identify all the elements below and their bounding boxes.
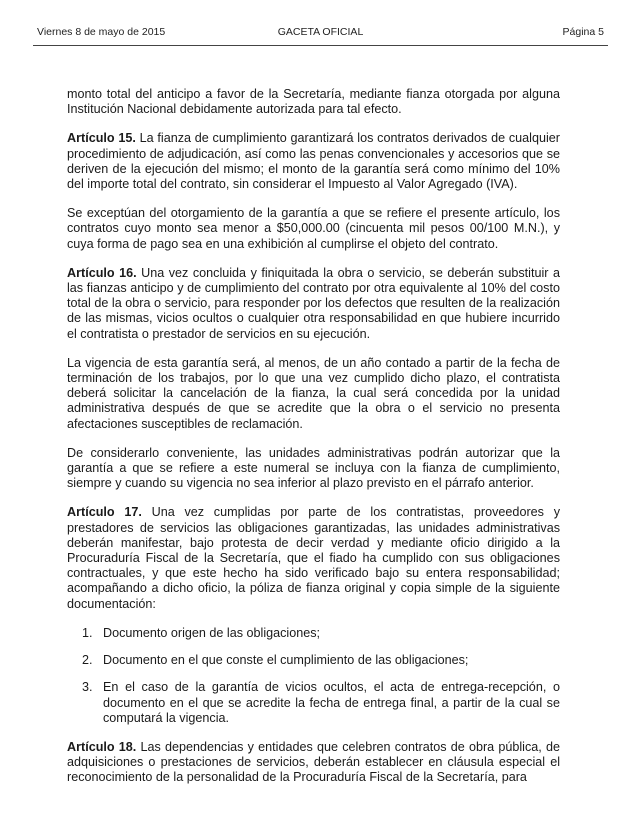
list-item-text: En el caso de la garantía de vicios ocultos, el acta de entrega-recepción, o documento en el que se acredite la fecha de entrega final, a partir de la cual se computará la vigencia.	[103, 680, 560, 725]
list-item	[67, 653, 560, 668]
article-17-title: Artículo 17.	[67, 505, 142, 520]
article-17-text: Una vez cumplidas por parte de los contratistas, proveedores y prestadores de servicios las obligaciones garantizadas, las unidades administrativas deberán manifestar, bajo protesta de decir verdad y mediante oficio dirigido a la Procuraduría Fiscal de la Secretaría, que el fiado ha cumplido con sus obligaciones contractuales, y que este hecho ha sido verificado bajo su entera responsabilidad; acompañando a dicho oficio, la póliza de fianza original y copia simple de la siguiente documentación:	[67, 505, 560, 611]
list-item	[67, 626, 560, 641]
article-15	[67, 131, 560, 192]
article-15-text: La fianza de cumplimiento garantizará los contratos derivados de cualquier procedimiento de adjudicación, así como las penas convencionales y accesorios que se deriven de la ejecución del mismo; el monto de la garantía será como mínimo del 10% del importe total del contrato, sin considerar el Impuesto al Valor Agregado (IVA).	[67, 131, 560, 192]
article-16-title: Artículo 16.	[67, 265, 137, 280]
header-date: Viernes 8 de mayo de 2015	[37, 26, 166, 38]
article-16	[67, 266, 560, 342]
documentation-list	[67, 626, 560, 726]
paragraph-anticipo: monto total del anticipo a favor de la Secretaría, mediante fianza otorgada por alguna Institución Nacional debidamente autorizada para tal efecto.	[67, 87, 560, 117]
article-17	[67, 505, 560, 611]
paragraph-exceptions: Se exceptúan del otorgamiento de la garantía a que se refiere el presente artículo, los contratos cuyo monto sea menor a $50,000.00 (cincuenta mil pesos 00/100 M.N.), y cuya forma de pago sea en una exhibición al cumplirse el objeto del contrato.	[67, 206, 560, 251]
header-page-number: Página 5	[562, 26, 604, 38]
header-rule	[33, 45, 608, 46]
article-18-text: Las dependencias y entidades que celebren contratos de obra pública, de adquisiciones o prestaciones de servicios, deberán establecer en cláusula especial el reconocimiento de la personalidad de la Procuraduría Fiscal de la Secretaría, para	[67, 739, 560, 785]
header-publication: GACETA OFICIAL	[277, 26, 364, 38]
page-header	[37, 26, 604, 42]
article-16-text: Una vez concluida y finiquitada la obra o servicio, se deberán substituir a las fianzas anticipo y de cumplimiento del contrato por otra equivalente al 10% del costo total de la obra o servicio, para responder por los defectos que resulten de la realización de las mismas, vicios ocultos o cualquier otra responsabilidad en que hubiere incurrido el contratista o prestador de servicios en su ejecución.	[67, 265, 560, 341]
list-item-number: 1.	[82, 625, 93, 640]
paragraph-considerarlo: De considerarlo conveniente, las unidades administrativas podrán autorizar que la garantía a que se refiere a este numeral se incluya con la fianza de cumplimiento, siempre y cuando su vigencia no sea inferior al plazo previsto en el párrafo anterior.	[67, 445, 560, 491]
article-18	[67, 740, 560, 786]
list-item-number: 2.	[82, 653, 93, 668]
list-item	[67, 680, 560, 726]
list-item-number: 3.	[82, 680, 93, 695]
list-item-text: Documento en el que conste el cumplimiento de las obligaciones;	[103, 653, 469, 668]
article-15-title: Artículo 15.	[67, 131, 136, 146]
paragraph-vigencia: La vigencia de esta garantía será, al menos, de un año contado a partir de la fecha de terminación de los trabajos, por lo que una vez cumplido dicho plazo, el contratista deberá solicitar la cancelación de la fianza, la cual será concedida por la unidad administrativa después de que se acredite que la obra o el servicio no presenta afectaciones susceptibles de reclamación.	[67, 355, 560, 431]
document-body	[67, 87, 560, 800]
list-item-text: Documento origen de las obligaciones;	[103, 625, 321, 640]
article-18-title: Artículo 18.	[67, 739, 137, 754]
